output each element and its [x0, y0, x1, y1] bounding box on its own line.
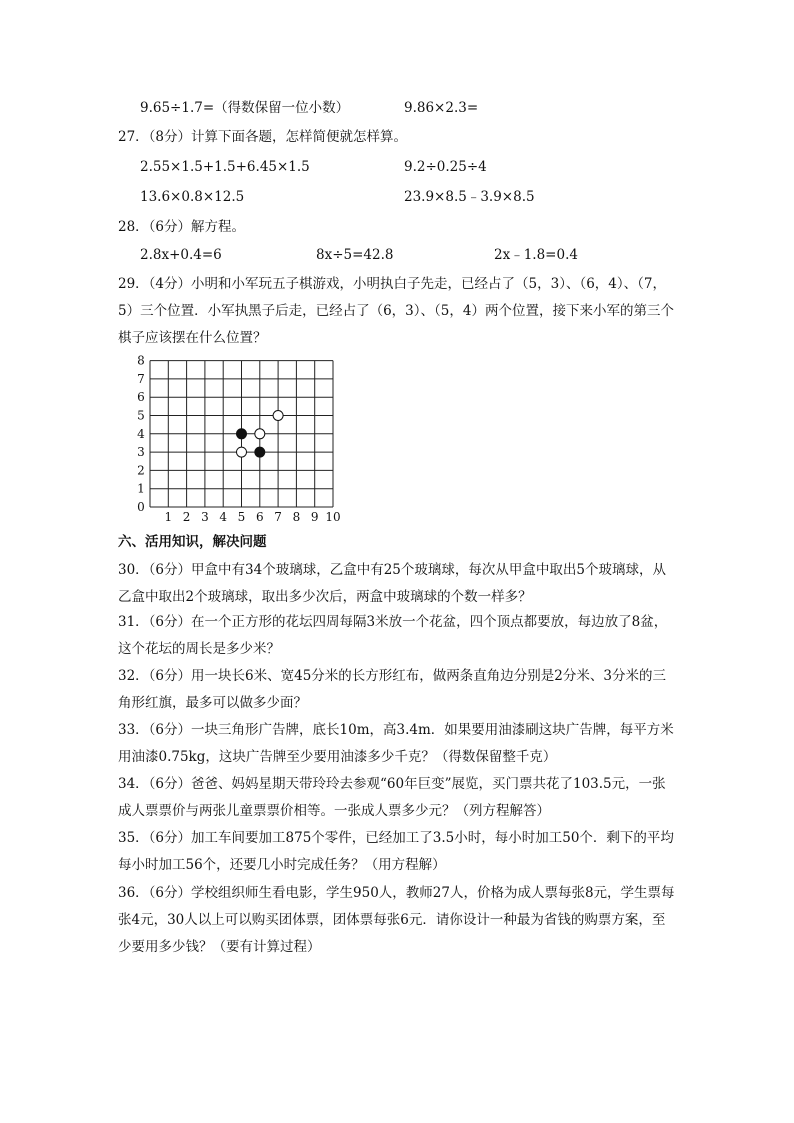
x-tick-label: 3 — [201, 510, 209, 524]
y-tick-label: 5 — [137, 408, 145, 423]
y-tick-label: 7 — [137, 371, 145, 386]
x-tick-label: 9 — [310, 510, 319, 524]
q28-equation-3: 2x﹣1.8=0.4 — [494, 247, 578, 263]
q35-text: 35．（6分）加工车间要加工875个零件，已经加工了3.5小时，每小时加工50个．剩下的平均每小时加工56个，还要几小时完成任务？（用方程解） — [118, 830, 674, 873]
expr-9-65-div-1-7: 9.65÷1.7=（得数保留一位小数） — [140, 100, 350, 116]
x-tick-label: 7 — [274, 510, 282, 524]
y-tick-label: 8 — [137, 353, 145, 368]
x-tick-label: 8 — [292, 510, 301, 524]
y-tick-label: 6 — [137, 390, 145, 405]
x-tick-label: 4 — [219, 510, 228, 524]
q28-equation-2: 8x÷5=42.8 — [316, 247, 394, 263]
q27-item-3: 13.6×0.8×12.5 — [140, 189, 245, 205]
x-tick-label: 10 — [325, 510, 341, 524]
q27-item-2: 9.2÷0.25÷4 — [404, 159, 487, 175]
q27-item-4: 23.9×8.5﹣3.9×8.5 — [404, 189, 535, 205]
q28-header: 28．（6分）解方程。 — [118, 219, 246, 235]
white-stone — [237, 447, 247, 457]
x-tick-label: 2 — [182, 510, 191, 524]
y-tick-label: 2 — [137, 463, 145, 478]
black-stone — [255, 447, 265, 457]
q31-text: 31．（6分）在一个正方形的花坛四周每隔3米放一个花盆，四个顶点都要放，每边放了8盆，这个花坛的周长是多少米？ — [118, 614, 668, 657]
expr-9-86-times-2-3: 9.86×2.3= — [404, 100, 479, 116]
y-tick-label: 3 — [137, 445, 145, 460]
q32-text: 32．（6分）用一块长6米、宽45分米的长方形红布，做两条直角边分别是2分米、3分米的三角形红旗，最多可以做多少面？ — [118, 668, 666, 711]
q28-equation-1: 2.8x+0.4=6 — [140, 247, 222, 263]
y-tick-label: 4 — [137, 426, 145, 441]
q34-text: 34．（6分）爸爸、妈妈星期天带玲玲去参观“60年巨变”展览，买门票共花了103.5元，一张成人票票价与两张儿童票票价相等。一张成人票多少元？（列方程解答） — [118, 776, 666, 819]
coordinate-grid — [132, 352, 352, 527]
q27-item-1: 2.55×1.5+1.5+6.45×1.5 — [140, 159, 310, 175]
q30-text: 30．（6分）甲盒中有34个玻璃球，乙盒中有25个玻璃球，每次从甲盒中取出5个玻璃球，从乙盒中取出2个玻璃球，取出多少次后，两盒中玻璃球的个数一样多？ — [118, 562, 666, 605]
q29-text: 29．（4分）小明和小军玩五子棋游戏，小明执白子先走，已经占了（5，3）、（6，4）、（7，5）三个位置．小军执黑子后走，已经占了（6，3）、（5，4）两个位置，接下来小军的第三个棋子应该摆在什么位置？ — [118, 276, 674, 346]
q33-text: 33．（6分）一块三角形广告牌，底长10m，高3.4m．如果要用油漆刷这块广告牌，每平方米用油漆0.75kg，这块广告牌至少要用油漆多少千克？（得数保留整千克） — [118, 722, 674, 765]
q27-header: 27．（8分）计算下面各题，怎样简便就怎样算。 — [118, 129, 408, 145]
x-tick-label: 1 — [164, 510, 173, 524]
q36-text: 36．（6分）学校组织师生看电影，学生950人，教师27人，价格为成人票每张8元，学生票每张4元，30人以上可以购买团体票，团体票每张6元．请你设计一种最为省钱的购票方案，至少要用多少钱？（要有计算过程） — [118, 885, 675, 955]
x-tick-label: 6 — [255, 510, 264, 524]
white-stone — [273, 411, 283, 421]
x-tick-label: 5 — [237, 510, 246, 524]
black-stone — [237, 429, 247, 439]
section-6-title: 六、活用知识，解决问题 — [118, 534, 267, 550]
white-stone — [255, 429, 265, 439]
origin-label: 0 — [137, 500, 145, 514]
y-tick-label: 1 — [137, 481, 145, 496]
